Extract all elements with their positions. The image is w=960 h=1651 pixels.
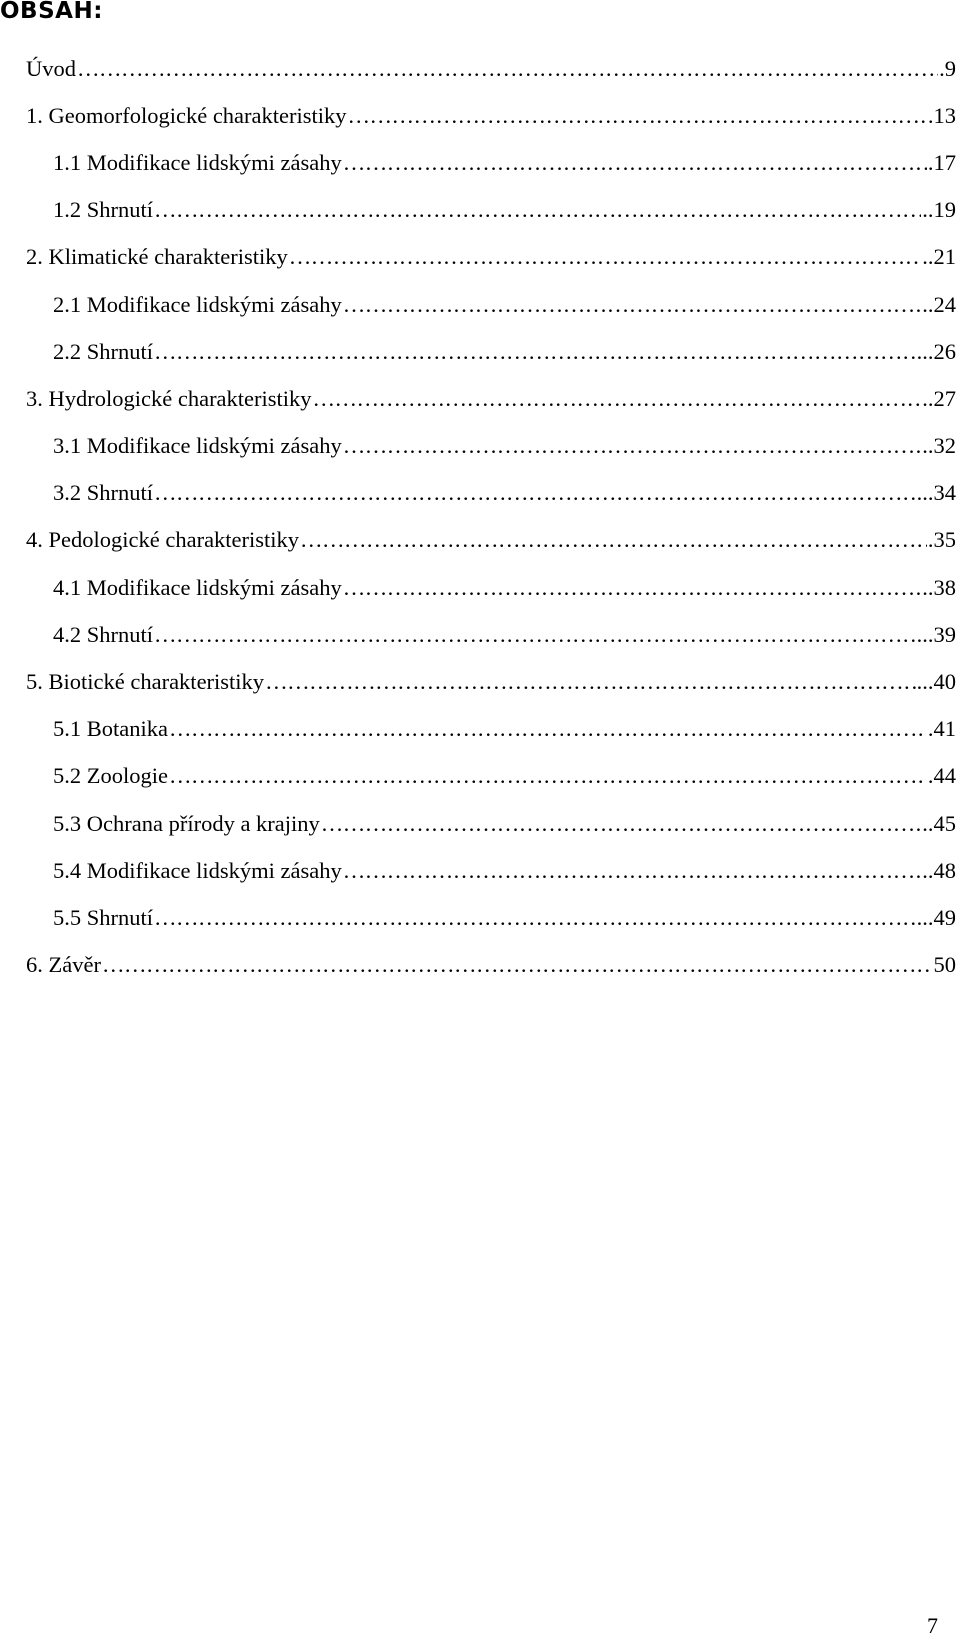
toc-entry-page: ..21 [922,244,956,270]
toc-entry-5-3 [26,800,956,847]
toc-leader [348,105,933,127]
toc-leader [102,954,933,976]
toc-entry-page: ...34 [916,480,956,506]
toc-entry-4-2 [26,611,956,658]
toc-leader [343,294,922,316]
toc-entry-5-5 [26,894,956,941]
toc-entry-page: ...49 [916,904,956,930]
toc-leader [343,435,922,457]
toc-entry-page: ...26 [916,338,956,364]
toc-leader [321,813,921,835]
toc-entry-title: 5.3 Ochrana přírody a krajiny [53,810,320,836]
toc-entry-title: 1. Geomorfologické charakteristiky [26,102,347,128]
toc-entry-title: 5.1 Botanika [53,716,168,742]
toc-leader [343,152,927,174]
toc-entry-title: 3.1 Modifikace lidskými zásahy [53,433,342,459]
toc-entry-4 [26,517,956,564]
toc-leader [169,765,927,787]
toc-leader [154,624,916,646]
toc-entry-5-4 [26,847,956,894]
page-title: OBSAH: [0,0,103,24]
toc-entry-5-2 [26,753,956,800]
page-number: 7 [927,1613,938,1638]
toc-entry-1 [26,92,956,139]
toc-entry-3-1 [26,423,956,470]
toc-entry-title: 4. Pedologické charakteristiky [26,527,300,553]
toc-entry-title: 2.1 Modifikace lidskými zásahy [53,291,342,317]
toc-entry-page: ..27 [922,385,956,411]
toc-entry-2 [26,234,956,281]
toc-entry-5 [26,658,956,705]
toc-entry-page: 50 [933,952,956,978]
toc-leader [313,388,922,410]
toc-leader [154,199,921,221]
toc-entry-page: .41 [927,716,956,742]
toc-entry-1-2 [26,187,956,234]
toc-entry-page: ..45 [922,810,956,836]
toc-entry-3-2 [26,470,956,517]
toc-entry-title: 4.1 Modifikace lidskými zásahy [53,574,342,600]
toc-entry-page: .44 [927,763,956,789]
toc-entry-title: 4.2 Shrnutí [53,621,154,647]
toc-entry-page: ..48 [922,857,956,883]
toc-leader [154,482,916,504]
toc-entry-2-1 [26,281,956,328]
toc-entry-page: ...40 [916,669,956,695]
toc-entry-title: Úvod [26,55,76,81]
toc-entry-title: 2. Klimatické charakteristiky [26,244,288,270]
toc-entry-2-2 [26,328,956,375]
toc-leader [289,246,921,268]
toc-entry-5-1 [26,706,956,753]
table-of-contents [26,45,956,989]
toc-entry-title: 3. Hydrologické charakteristiky [26,385,312,411]
toc-leader [169,718,927,740]
toc-entry-page: ..24 [922,291,956,317]
toc-entry-page: ..32 [922,433,956,459]
toc-entry-title: 2.2 Shrnutí [53,338,154,364]
toc-entry-page: .9 [939,55,956,81]
toc-entry-3 [26,375,956,422]
toc-leader [154,907,916,929]
toc-entry-page: .35 [927,527,956,553]
toc-entry-title: 5. Biotické charakteristiky [26,669,265,695]
toc-entry-title: 1.2 Shrnutí [53,197,154,223]
toc-entry-6 [26,942,956,989]
toc-entry-4-1 [26,564,956,611]
toc-leader [300,529,927,551]
toc-entry-1-1 [26,139,956,186]
toc-leader [265,671,916,693]
toc-entry-title: 6. Závěr [26,952,101,978]
toc-leader [77,58,938,80]
toc-entry-title: 5.5 Shrnutí [53,904,154,930]
toc-leader [343,577,922,599]
toc-leader [343,860,922,882]
toc-entry-title: 5.2 Zoologie [53,763,168,789]
toc-entry-page: ..38 [922,574,956,600]
toc-entry-title: 5.4 Modifikace lidskými zásahy [53,857,342,883]
toc-entry-page: .17 [927,149,956,175]
toc-leader [154,341,916,363]
toc-entry-title: 1.1 Modifikace lidskými zásahy [53,149,342,175]
toc-entry-title: 3.2 Shrnutí [53,480,154,506]
toc-entry-page: ..19 [922,197,956,223]
toc-entry-page: 13 [933,102,956,128]
toc-entry-uvod [26,45,956,92]
toc-entry-page: ...39 [916,621,956,647]
